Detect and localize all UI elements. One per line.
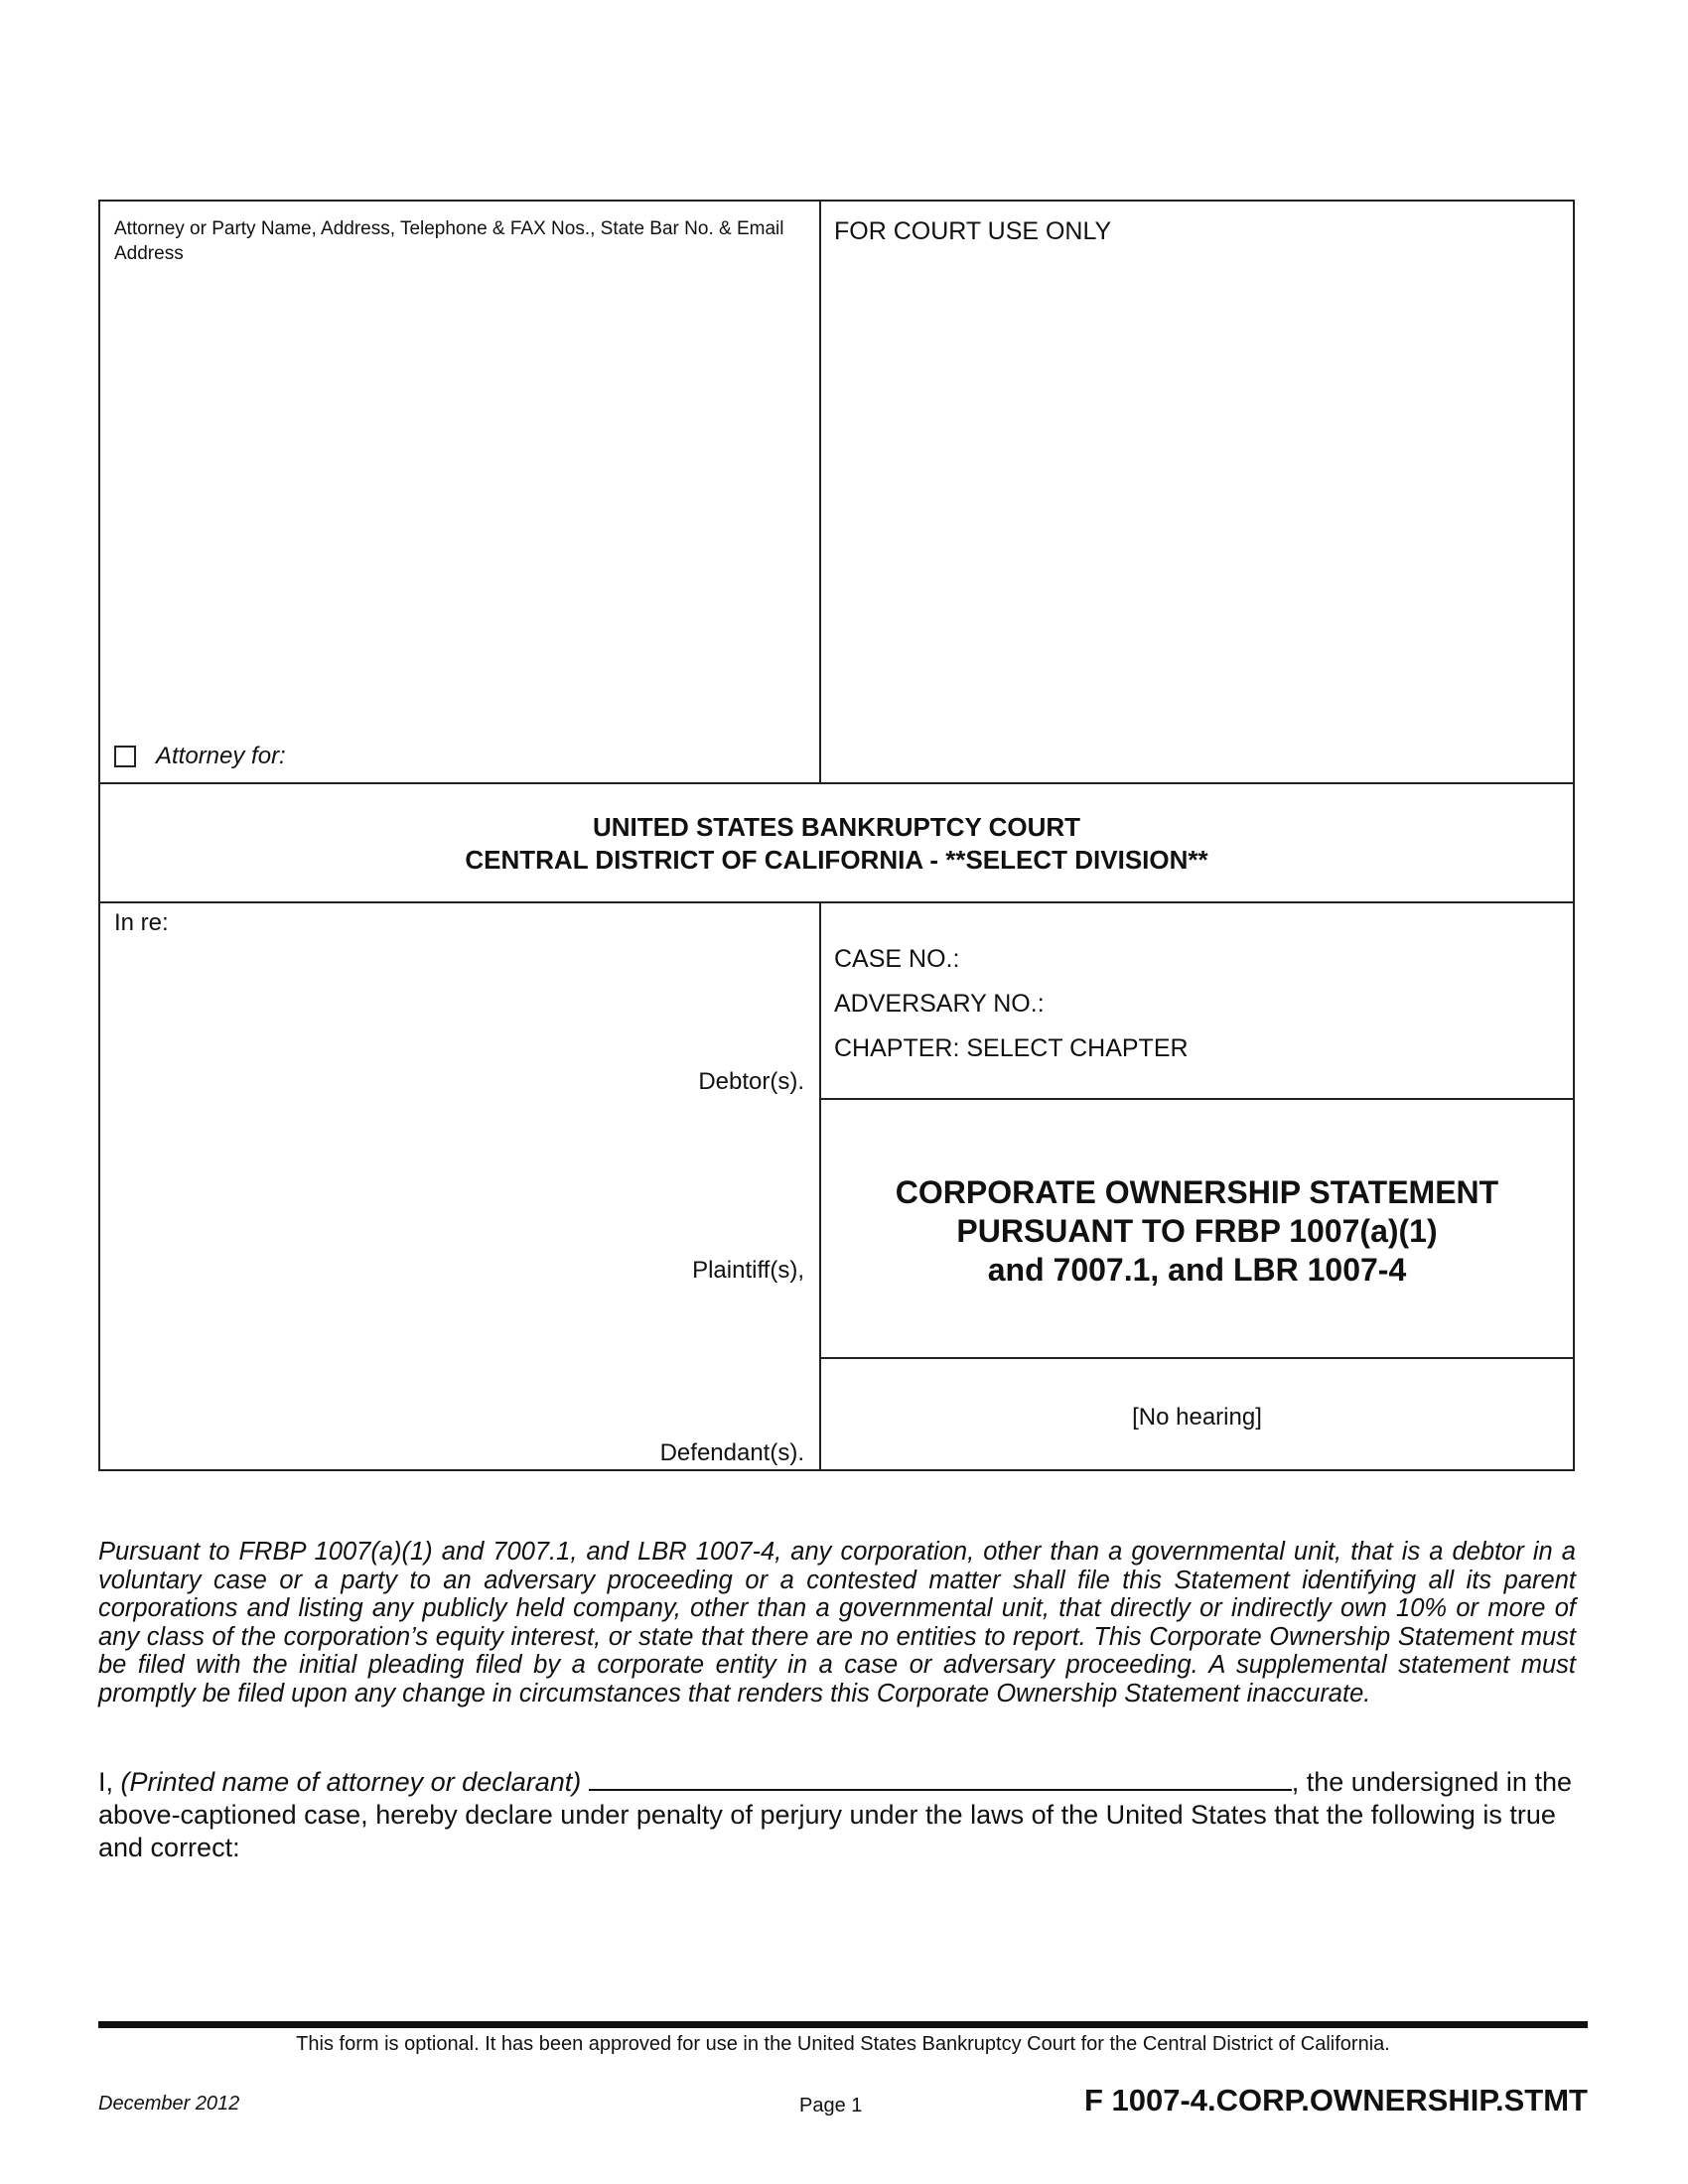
decl-name-hint: (Printed name of attorney or declarant) — [120, 1767, 582, 1797]
statement-title-line3: and 7007.1, and LBR 1007-4 — [987, 1252, 1407, 1288]
footer-note: This form is optional. It has been approved for use in the United States Bankruptcy Court for the Central District of California. — [296, 2033, 1390, 2055]
intro-paragraph: Pursuant to FRBP 1007(a)(1) and 7007.1, and LBR 1007-4, any corporation, other than a governmental unit, that is a debtor in a voluntary case or a party to an adversary proceeding or a contested matter shall file this Statement identifying all its parent corporations and listing any publicly held company, other than a governmental unit, that directly or indirectly own 10% or more of any class of the corporation’s equity interest, or state that there are no entities to report. This Corporate Ownership Statement must be filed with the initial pleading filed by a corporate entity in a case or adversary proceeding. A supplemental statement must promptly be filed upon any change in circumstances that renders this Corporate Ownership Statement inaccurate. — [98, 1538, 1576, 1707]
footer-date: December 2012 — [98, 2093, 240, 2115]
plaintiff-label: Plaintiff(s), — [692, 1257, 804, 1284]
attorney-for-row — [114, 743, 286, 770]
statement-title-line1: CORPORATE OWNERSHIP STATEMENT — [895, 1174, 1499, 1210]
decl-prefix: I, — [98, 1767, 121, 1797]
hearing-note: [No hearing] — [1132, 1404, 1262, 1431]
footer-rule — [98, 2021, 1588, 2028]
defendant-label: Defendant(s). — [659, 1439, 804, 1466]
caption-rule-1 — [98, 782, 1575, 784]
statement-title-line2: PURSUANT TO FRBP 1007(a)(1) — [956, 1213, 1438, 1249]
case-rule — [819, 1098, 1575, 1100]
declarant-name-field[interactable] — [589, 1765, 1292, 1791]
title-rule — [819, 1357, 1575, 1359]
page-number: Page 1 — [799, 2095, 863, 2116]
in-re-label: In re: — [114, 909, 169, 936]
caption-divider-top — [819, 200, 821, 783]
attorney-info-label: Attorney or Party Name, Address, Telephone & FAX Nos., State Bar No. & Email Address — [114, 218, 784, 264]
adversary-no-field[interactable]: ADVERSARY NO.: — [834, 990, 1045, 1018]
case-no-field[interactable]: CASE NO.: — [834, 945, 960, 973]
declaration-paragraph — [98, 1765, 1576, 1864]
form-code: F 1007-4.CORP.OWNERSHIP.STMT — [1083, 2083, 1588, 2117]
caption-rule-2 — [98, 901, 1575, 903]
court-use-label: FOR COURT USE ONLY — [834, 217, 1112, 245]
attorney-for-label: Attorney for: — [156, 743, 286, 769]
debtor-label: Debtor(s). — [698, 1068, 804, 1095]
attorney-for-checkbox[interactable] — [114, 746, 136, 767]
decl-rest: , the undersigned in the above-captioned case, hereby declare under penalty of perjury under the laws of the United States that the following is true and correct: — [98, 1767, 1572, 1862]
court-name: UNITED STATES BANKRUPTCY COURT — [592, 812, 1081, 842]
court-district: CENTRAL DISTRICT OF CALIFORNIA - **SELECT DIVISION** — [465, 845, 1208, 875]
chapter-select[interactable]: CHAPTER: SELECT CHAPTER — [834, 1034, 1189, 1062]
